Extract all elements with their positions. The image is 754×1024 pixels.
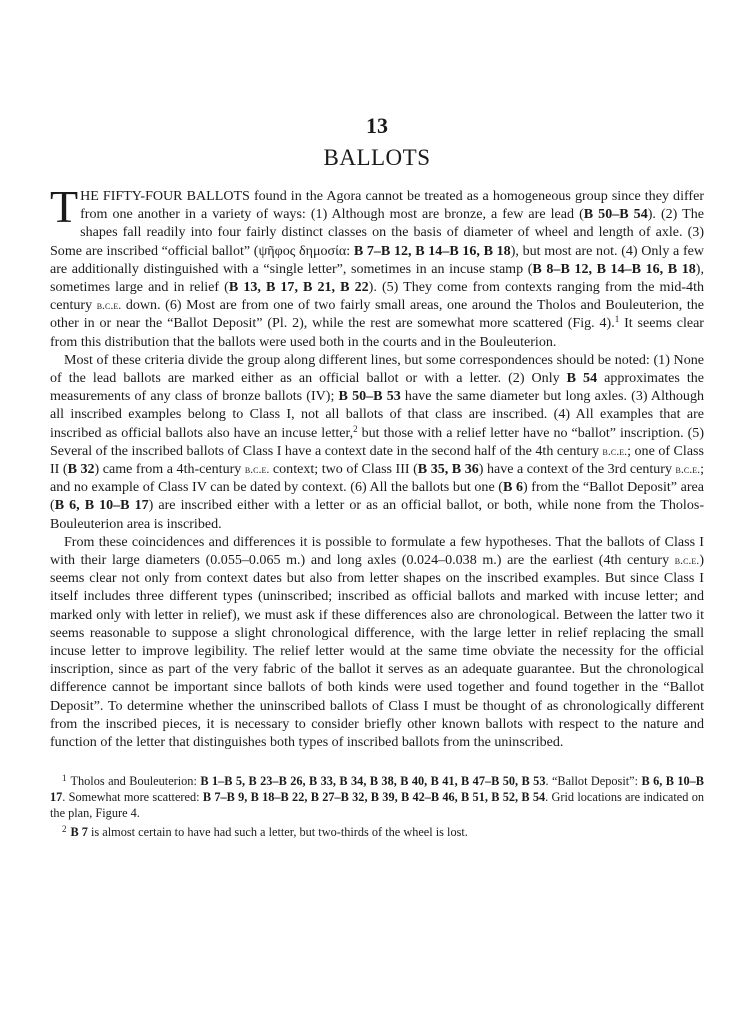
era-abbrev: b.c.e. <box>675 462 701 477</box>
text-run: . “Ballot Deposit”: <box>545 774 642 789</box>
text-run: ), but most are not. (4) Only a few are additionally distinguished with a “single letter”, sometimes in an incuse stamp ( <box>50 242 704 277</box>
text-run: ). (2) The shapes fall readily into four fairly distinct classes on the basis of diameter of wheel and length of axle. (3) Some are inscribed “official ballot” (ψῆφος δημοσία: <box>50 206 704 259</box>
chapter-title: BALLOTS <box>323 145 431 170</box>
text-run: have the same diameter but long axles. (3) Although all inscribed examples belong to Class I, not all ballots of that class are inscribed. (4) All examples that are inscribed as official ballots also have an incuse letter, <box>50 388 705 441</box>
text-run: ) from the “Ballot Deposit” area ( <box>50 479 705 514</box>
footnote-number: 1 <box>62 773 67 784</box>
era-abbrev: b.c.e. <box>674 553 700 568</box>
text-run: . Grid locations are indicated on the plan, Figure 4. <box>50 790 704 820</box>
catalog-ref: B 50–B 54 <box>583 206 648 223</box>
era-abbrev: b.c.e. <box>602 443 628 458</box>
paragraph-3 <box>50 533 704 751</box>
footnote-2 <box>50 822 704 841</box>
text-run: ) are inscribed either with a letter or as an official ballot, or both, while none from the Tholos-Bouleuterion area is inscribed. <box>50 497 704 532</box>
text-run: HE FIFTY-FOUR BALLOTS found in the Agora cannot be treated as a homogeneous group since they differ from one another in a variety of ways: (1) Although most are bronze, a few are lead ( <box>80 188 704 223</box>
chapter-number: 13 <box>366 113 388 138</box>
text-run: context; two of Class III ( <box>269 461 418 478</box>
footnotes <box>50 771 704 840</box>
footnote-ref[interactable]: 2 <box>353 423 358 434</box>
catalog-ref: B 6, B 10–B 17 <box>54 497 149 514</box>
catalog-ref: B 13, B 17, B 21, B 22 <box>228 279 369 296</box>
catalog-ref: B 54 <box>566 370 598 387</box>
catalog-ref: B 50–B 53 <box>338 388 401 405</box>
text-run: Most of these criteria divide the group along different lines, but some correspondences should be noted: (1) None of the lead ballots are marked either as an official ballot or with a letter. (2) Only <box>50 351 704 387</box>
catalog-ref: B 1–B 5, B 23–B 26, B 33, B 34, B 38, B 40, B 41, B 47–B 50, B 53 <box>200 774 546 789</box>
catalog-ref: B 6 <box>502 479 523 496</box>
catalog-ref: B 8–B 12, B 14–B 16, B 18 <box>532 260 696 277</box>
text-run: is almost certain to have had such a letter, but two-thirds of the wheel is lost. <box>87 824 468 839</box>
catalog-ref: B 6, B 10–B 17 <box>50 774 704 805</box>
text-run: Tholos and Bouleuterion: <box>70 774 201 789</box>
text-run: ), sometimes large and in relief ( <box>50 260 704 296</box>
catalog-ref: B 32 <box>67 461 95 478</box>
paragraph-2 <box>50 351 704 533</box>
text-run: ) seems clear not only from context dates but also from letter shapes on the inscribed examples. But since Class I itself includes three different types (uninscribed; inscribed as official ballots and marked with incuse letter; and marked only with letter in relief), we must ask if these differences also are chronological. Between the latter two it seems reasonable to suppose a slight chronological difference, with the large letter in relief replacing the small incuse letter to improve legibility. The relief letter would at the same time obviate the necessity for the official inscription, since as part of the very fabric of the ballot it serves as an adequate guarantee. But the chronological difference cannot be important since ballots of both kinds were used together and found together in the “Ballot Deposit”. To determine whether the uninscribed ballots of Class I must be thought of as chronologically different from the inscribed pieces, it is necessary to consider briefly other known ballots with respect to the nature and function of the letter that distinguishes both types of inscribed ballots from the uninscribed. <box>50 552 704 751</box>
drop-cap: T <box>50 181 79 232</box>
paragraph-1 <box>50 181 705 351</box>
catalog-ref: B 7–B 9, B 18–B 22, B 27–B 32, B 39, B 42–B 46, B 51, B 52, B 54 <box>202 790 546 805</box>
catalog-ref: B 35, B 36 <box>417 461 479 478</box>
catalog-ref: B 7–B 12, B 14–B 16, B 18 <box>353 242 511 259</box>
text-run: ) came from a 4th-century <box>94 461 245 478</box>
text-run: It seems clear from this distribution that the ballots were used both in the courts and in the Bouleuterion. <box>50 315 704 350</box>
text-run: ). (5) They come from contexts ranging from the mid-4th century <box>50 279 705 314</box>
body-text <box>50 181 705 751</box>
text-run: ; and no example of Class IV can be dated by context. (6) All the ballots but one ( <box>50 461 705 496</box>
footnote-ref[interactable]: 1 <box>614 314 620 325</box>
era-abbrev: b.c.e. <box>96 298 122 313</box>
text-run: but those with a relief letter have no “ballot” inscription. (5) Several of the inscribed ballots of Class I have a context date in the second half of the 4th century <box>50 424 704 459</box>
text-run: ) have a context of the 3rd century <box>478 461 676 478</box>
footnote-1 <box>50 771 704 821</box>
catalog-ref: B 7 <box>70 824 88 839</box>
text-run: From these coincidences and differences it is possible to formulate a few hypotheses. That the ballots of Class I with their large diameters (0.055–0.065 m.) and long axles (0.024–0.038 m.) are the earliest (4th century <box>50 533 704 569</box>
text-run: approximates the measurements of any class of bronze ballots (IV); <box>50 370 704 405</box>
text-run: ; one of Class II ( <box>50 442 704 478</box>
footnote-number: 2 <box>62 823 67 834</box>
era-abbrev: b.c.e. <box>244 462 270 477</box>
text-run: down. (6) Most are from one of two fairly small areas, one around the Tholos and Bouleuterion, the other in or near the “Ballot Deposit” (Pl. 2), while the rest are somewhat more scattered (Fig. 4). <box>50 297 704 332</box>
page <box>50 112 704 840</box>
text-run: . Somewhat more scattered: <box>62 790 203 805</box>
